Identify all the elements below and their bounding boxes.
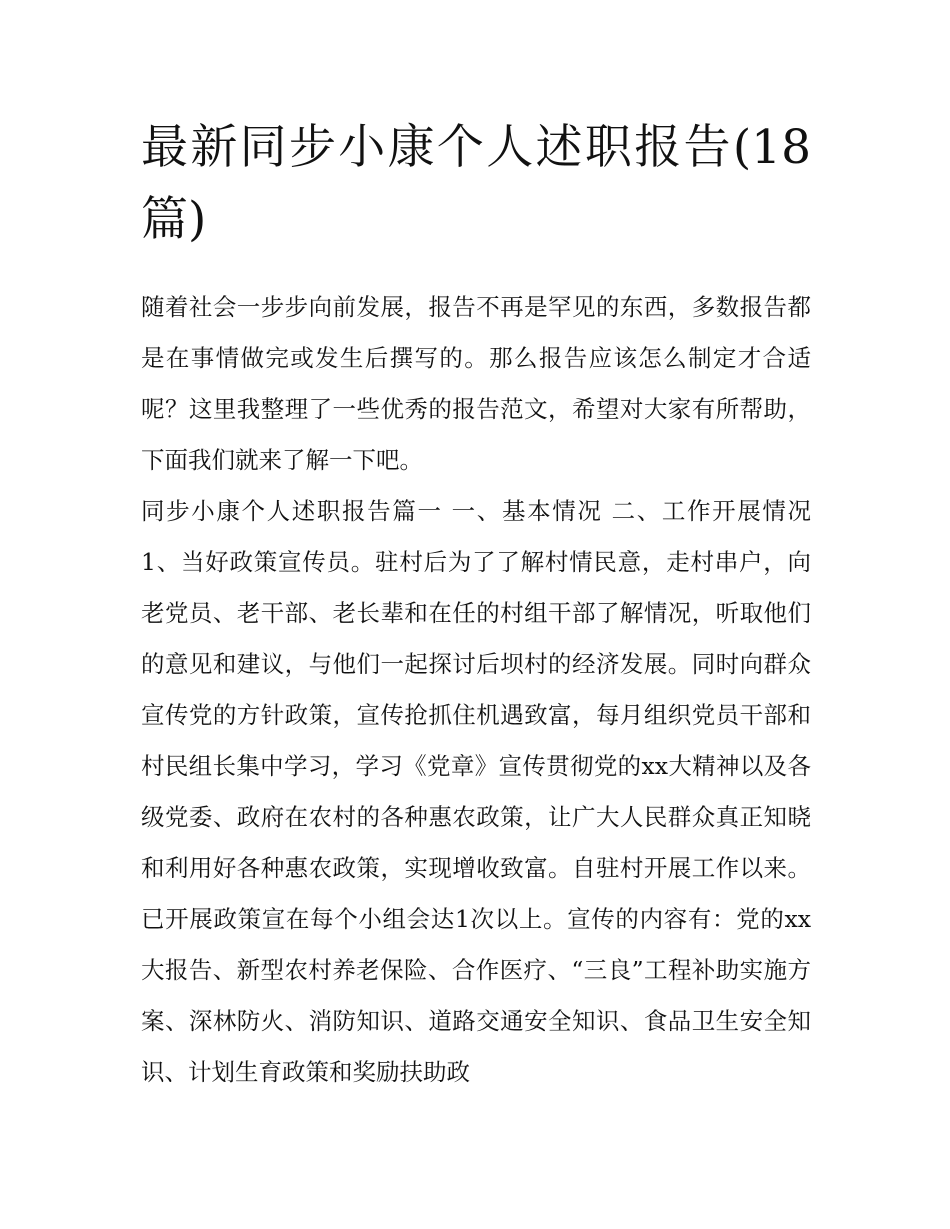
document-page [141, 112, 811, 1098]
document-body [141, 282, 811, 1098]
document-title: 最新同步小康个人述职报告(18篇) [141, 120, 811, 247]
report-paragraph: 同步小康个人述职报告篇一 一、基本情况 二、工作开展情况 1、当好政策宣传员。驻村后为了了解村情民意，走村串户，向老党员、老干部、老长辈和在任的村组干部了解情况，听取他们的意见和建议，与他们一起探讨后坝村的经济发展。同时向群众宣传党的方针政策，宣传抢抓住机遇致富，每月组织党员干部和村民组长集中学习，学习《党章》宣传贯彻党的xx大精神以及各级党委、政府在农村的各种惠农政策，让广大人民群众真正知晓和利用好各种惠农政策，实现增收致富。自驻村开展工作以来。已开展政策宣在每个小组会达1次以上。宣传的内容有：党的xx大报告、新型农村养老保险、合作医疗、“三良”工程补助实施方案、深林防火、消防知识、道路交通安全知识、食品卫生安全知识、计划生育政策和奖励扶助政 [141, 497, 811, 1086]
intro-paragraph: 随着社会一步步向前发展，报告不再是罕见的东西，多数报告都是在事情做完或发生后撰写的。那么报告应该怎么制定才合适呢？这里我整理了一些优秀的报告范文，希望对大家有所帮助，下面我们就来了解一下吧。 [141, 293, 811, 474]
